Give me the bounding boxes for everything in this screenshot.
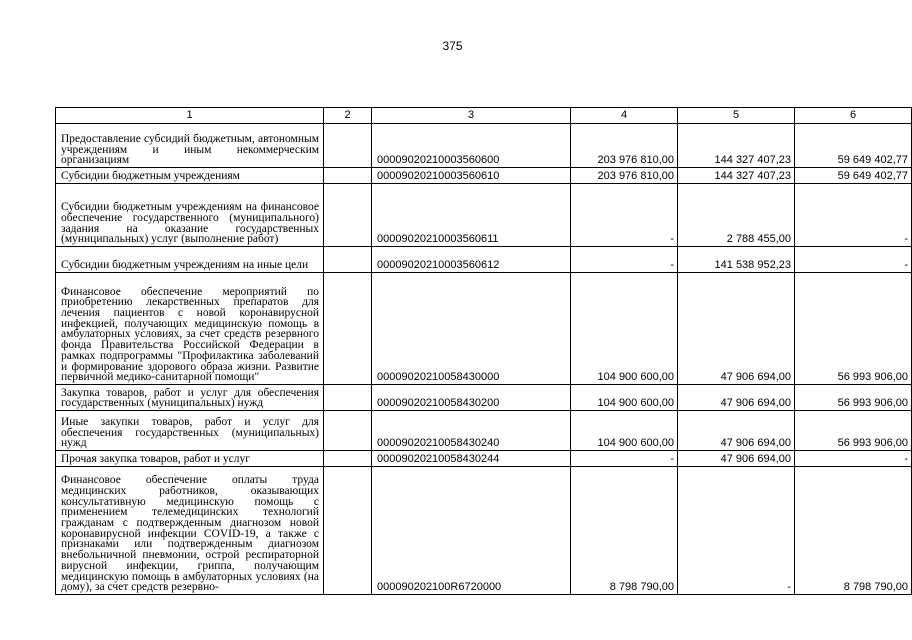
table-row [56, 168, 912, 184]
row-code: 00009020210003560600 [372, 124, 571, 168]
row-value-col5: 47 906 694,00 [678, 273, 795, 385]
row-code: 00009020210058430000 [372, 273, 571, 385]
row-value-col6: 56 993 906,00 [795, 411, 912, 451]
row-value-col5: 47 906 694,00 [678, 451, 795, 467]
column-header: 5 [678, 108, 795, 124]
table-header-row [56, 108, 912, 124]
column-header: 6 [795, 108, 912, 124]
row-col2 [324, 273, 372, 385]
table-row [56, 385, 912, 411]
row-value-col5: 2 788 455,00 [678, 184, 795, 247]
row-code: 00009020210058430200 [372, 385, 571, 411]
row-value-col6: 59 649 402,77 [795, 168, 912, 184]
table-row [56, 451, 912, 467]
row-name: Субсидии бюджетным учреждениям на финансовое обеспечение государственного (муниципального) задания на оказание государственных (муниципальных) услуг (выполнение работ) [56, 184, 324, 247]
row-value-col6: 56 993 906,00 [795, 385, 912, 411]
row-value-col4: - [571, 247, 678, 273]
table-row [56, 124, 912, 168]
table-row [56, 467, 912, 595]
column-header: 1 [56, 108, 324, 124]
table-row [56, 411, 912, 451]
row-value-col5: - [678, 467, 795, 595]
table-row [56, 273, 912, 385]
row-col2 [324, 411, 372, 451]
column-header: 4 [571, 108, 678, 124]
row-name: Иные закупки товаров, работ и услуг для обеспечения государственных (муниципальных) нужд [56, 411, 324, 451]
row-col2 [324, 184, 372, 247]
row-col2 [324, 247, 372, 273]
row-value-col6: 8 798 790,00 [795, 467, 912, 595]
table-row [56, 247, 912, 273]
row-code: 000090202100R6720000 [372, 467, 571, 595]
row-value-col4: 203 976 810,00 [571, 168, 678, 184]
row-value-col4: 104 900 600,00 [571, 411, 678, 451]
row-col2 [324, 451, 372, 467]
row-name: Финансовое обеспечение оплаты труда медицинских работников, оказывающих консультативную медицинскую помощь с применением телемедицинских технологий гражданам с подтвержденным диагнозом новой коронавирусной инфекции COVID-19, а также с признаками или подтвержденным диагнозом внебольничной пневмонии, острой респираторной вирусной инфекции, гриппа, получающим медицинскую помощь в амбулаторных условиях (на дому), за счет средств резервно- [56, 467, 324, 595]
row-value-col4: - [571, 451, 678, 467]
row-name: Прочая закупка товаров, работ и услуг [56, 451, 324, 467]
row-value-col5: 47 906 694,00 [678, 385, 795, 411]
row-code: 00009020210058430240 [372, 411, 571, 451]
row-code: 00009020210003560611 [372, 184, 571, 247]
row-name: Закупка товаров, работ и услуг для обеспечения государственных (муниципальных) нужд [56, 385, 324, 411]
row-col2 [324, 467, 372, 595]
row-value-col5: 144 327 407,23 [678, 168, 795, 184]
row-value-col6: 56 993 906,00 [795, 273, 912, 385]
row-name: Субсидии бюджетным учреждениям на иные цели [56, 247, 324, 273]
row-value-col5: 144 327 407,23 [678, 124, 795, 168]
row-name: Субсидии бюджетным учреждениям [56, 168, 324, 184]
row-code: 00009020210003560612 [372, 247, 571, 273]
row-col2 [324, 124, 372, 168]
row-value-col6: - [795, 451, 912, 467]
row-col2 [324, 385, 372, 411]
column-header: 3 [372, 108, 571, 124]
row-value-col5: 141 538 952,23 [678, 247, 795, 273]
row-value-col4: 104 900 600,00 [571, 273, 678, 385]
row-value-col6: - [795, 184, 912, 247]
budget-table [55, 107, 912, 595]
row-value-col4: - [571, 184, 678, 247]
row-code: 00009020210003560610 [372, 168, 571, 184]
row-value-col6: - [795, 247, 912, 273]
column-header: 2 [324, 108, 372, 124]
row-value-col5: 47 906 694,00 [678, 411, 795, 451]
row-code: 00009020210058430244 [372, 451, 571, 467]
row-value-col4: 104 900 600,00 [571, 385, 678, 411]
row-name: Финансовое обеспечение мероприятий по приобретению лекарственных препаратов для лечения пациентов с новой коронавирусной инфекцией, получающих медицинскую помощь в амбулаторных условиях, за счет средств резервного фонда Правительства Российской Федерации в рамках подпрограммы "Профилактика заболеваний и формирование здорового образа жизни. Развитие первичной медико-санитарной помощи" [56, 273, 324, 385]
row-value-col6: 59 649 402,77 [795, 124, 912, 168]
table-row [56, 184, 912, 247]
page-number: 375 [442, 39, 463, 53]
row-name: Предоставление субсидий бюджетным, автономным учреждениям и иным некоммерческим организациям [56, 124, 324, 168]
row-value-col4: 203 976 810,00 [571, 124, 678, 168]
row-value-col4: 8 798 790,00 [571, 467, 678, 595]
row-col2 [324, 168, 372, 184]
